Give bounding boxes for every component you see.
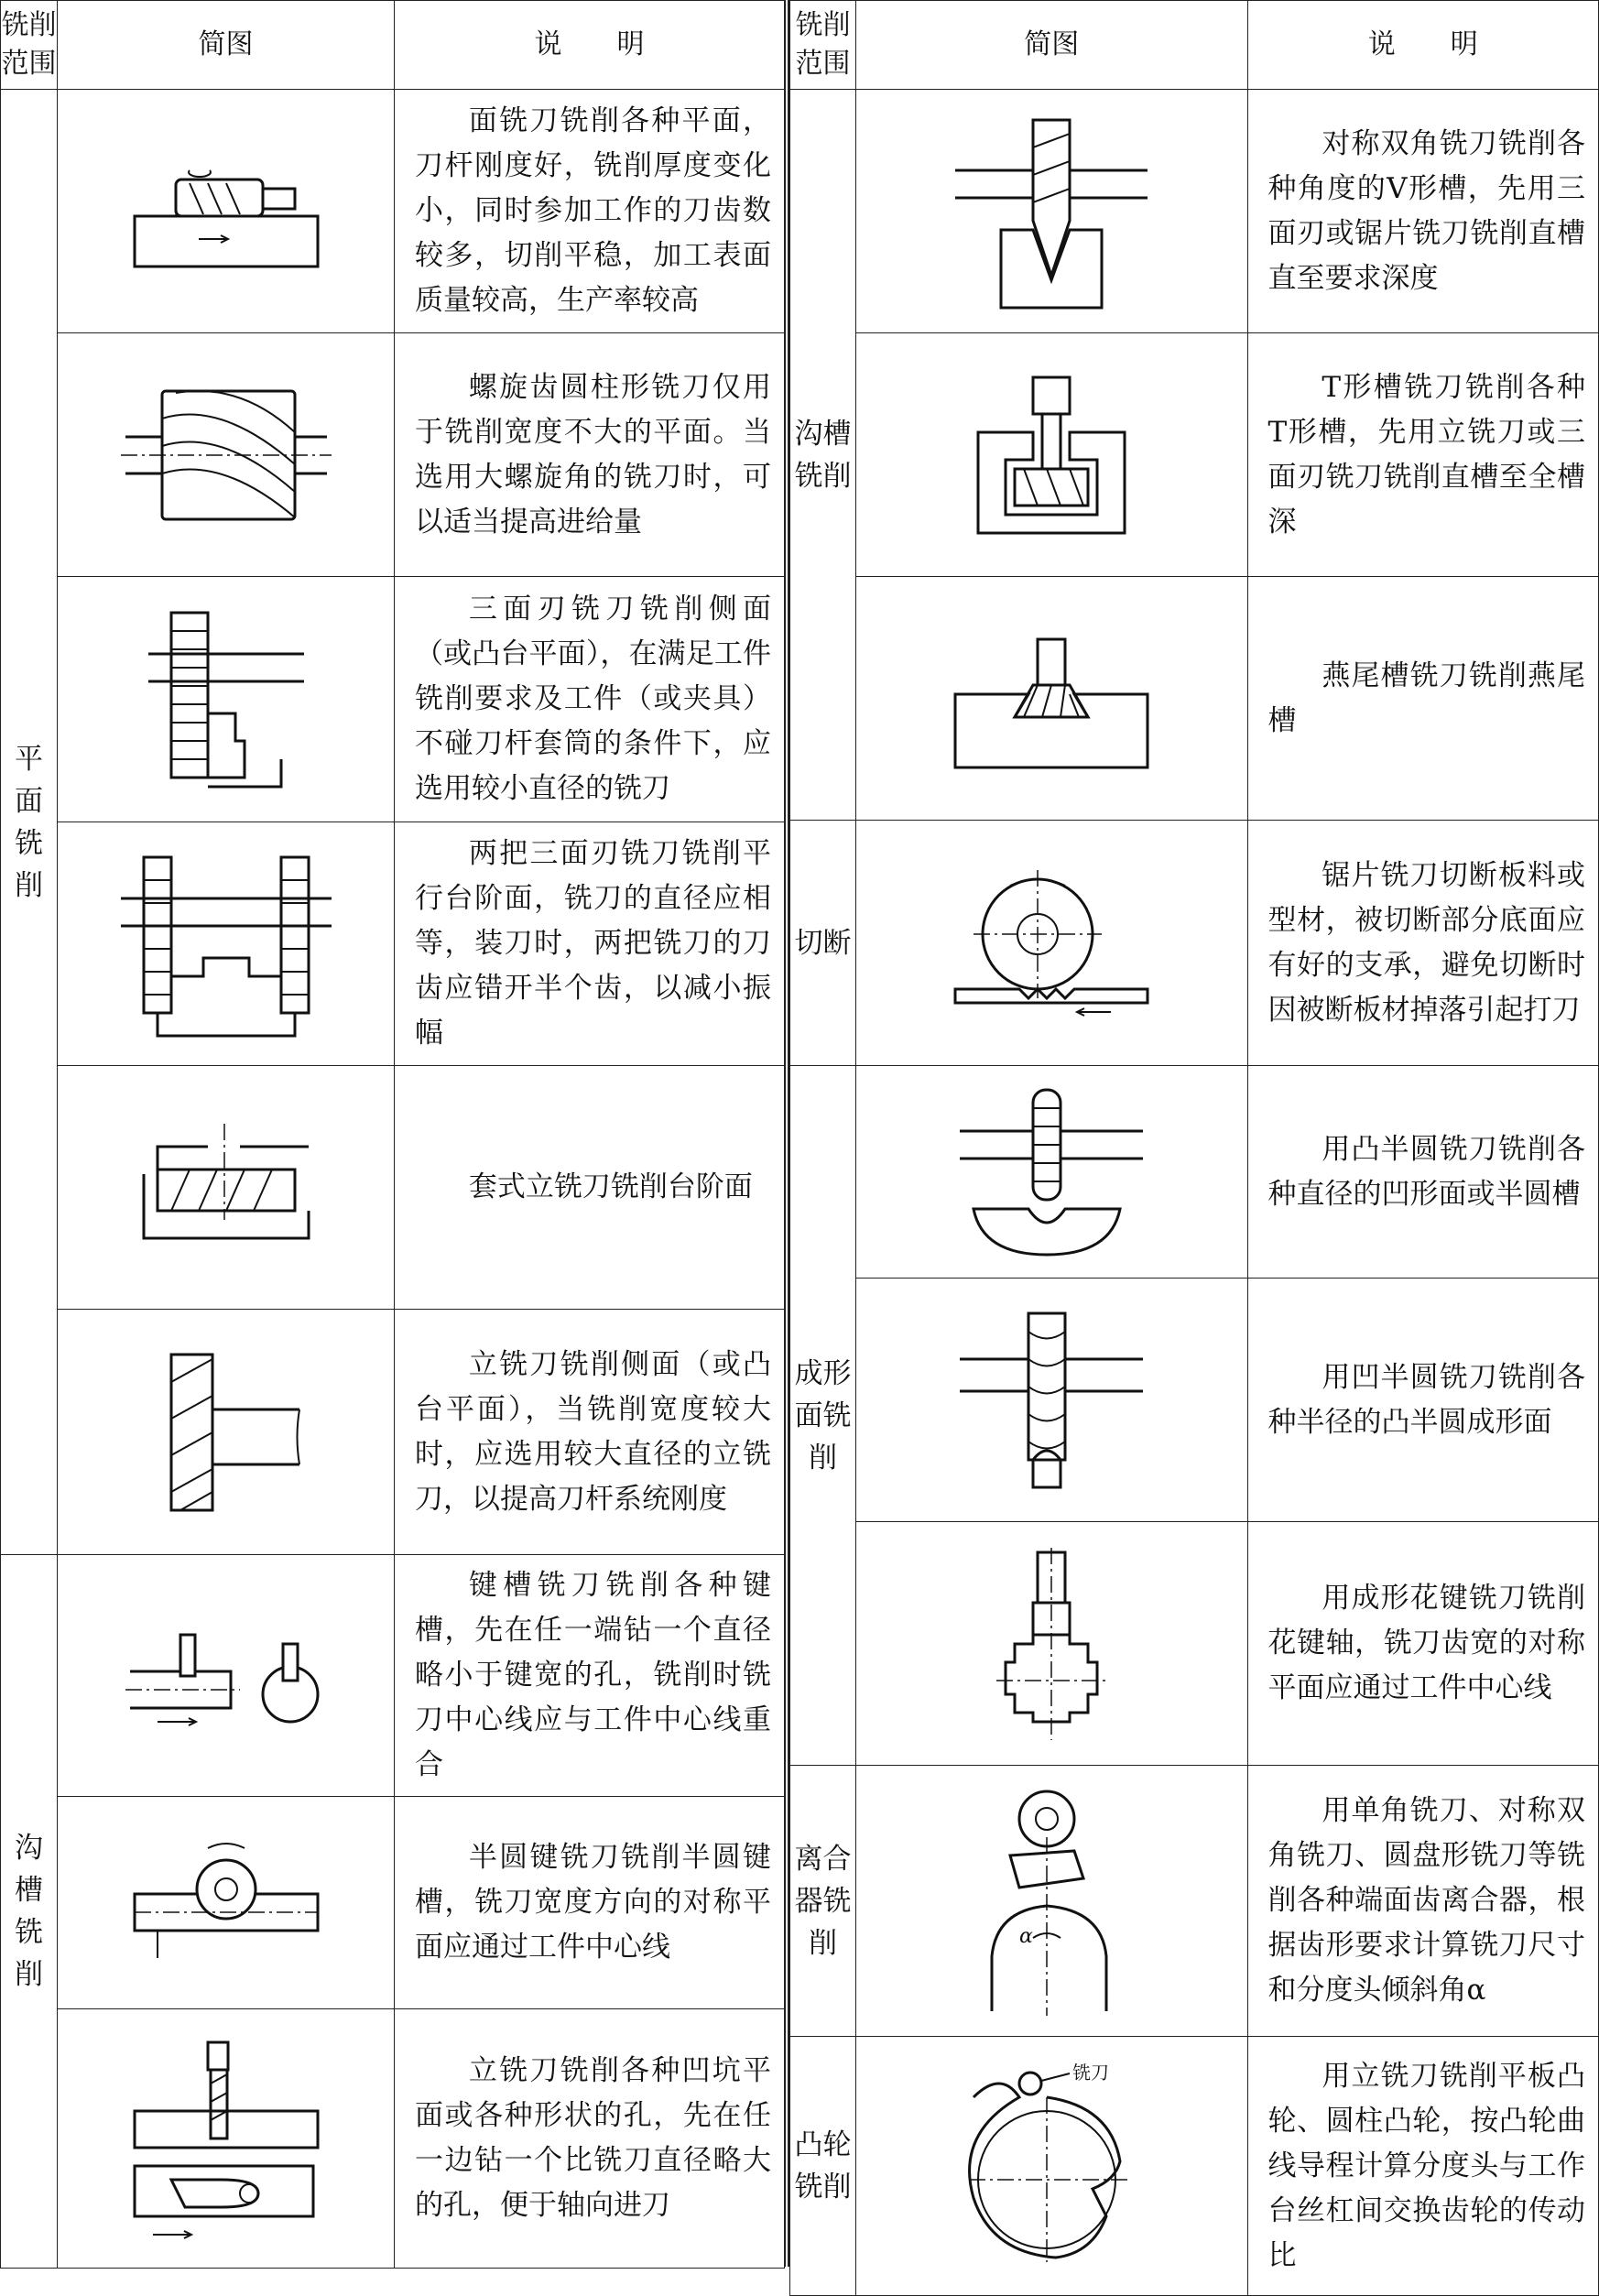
spline-cutter-icon: [960, 1543, 1143, 1745]
description: 锯片铣刀切断板料或型材，被切断部分底面应有好的支承，避免切断时因被断板材掉落引起打刀: [1247, 821, 1599, 1066]
figure-cell: [855, 1279, 1247, 1522]
table-row: [1, 577, 785, 822]
header-figure: 简图: [58, 1, 395, 90]
helical-cylindrical-cutter-icon: [121, 382, 332, 528]
table-row: [1, 1310, 785, 1555]
header-desc: 说 明: [395, 1, 785, 90]
description: 半圆键铣刀铣削半圆键槽，铣刀宽度方向的对称平面应通过工件中心线: [395, 1797, 785, 2009]
description: 两把三面刃铣刀铣削平行台阶面，铣刀的直径应相等，装刀时，两把铣刀的刀齿应错开半个齿，以减小振幅: [395, 822, 785, 1066]
t-slot-cutter-icon: [960, 368, 1143, 542]
table-row: [790, 1522, 1599, 1766]
table-row: [790, 90, 1599, 333]
pocket-milling-icon: [121, 2033, 332, 2244]
dovetail-cutter-icon: [946, 621, 1157, 777]
end-mill-side-icon: [135, 1345, 318, 1519]
table-row: [1, 1555, 785, 1797]
range-label: 沟槽铣削: [1, 1555, 58, 2269]
figure-cell: [855, 2037, 1247, 2296]
range-label: 成形面铣削: [790, 1066, 856, 1766]
double-angle-cutter-icon: [946, 111, 1157, 312]
description: 用单角铣刀、对称双角铣刀、圆盘形铣刀等铣削各种端面齿离合器，根据齿形要求计算铣刀尺寸和分度头倾斜角α: [1247, 1766, 1599, 2037]
table-row: [1, 822, 785, 1066]
table-row: [1, 2009, 785, 2269]
table-row: [790, 333, 1599, 577]
description: 三面刃铣刀铣削侧面（或凸台平面），在满足工件铣削要求及工件（或夹具）不碰刀杆套筒的条件下，应选用较小直径的铣刀: [395, 577, 785, 822]
range-label: 凸轮铣削: [790, 2037, 856, 2296]
figure-cell: [58, 577, 395, 822]
woodruff-cutter-icon: [121, 1830, 332, 1976]
description: 对称双角铣刀铣削各种角度的V形槽，先用三面刃或锯片铣刀铣削直槽直至要求深度: [1247, 90, 1599, 333]
description: 面铣刀铣削各种平面，刀杆刚度好，铣削厚度变化小，同时参加工作的刀齿数较多，切削平稳，加工表面质量较高，生产率较高: [395, 90, 785, 333]
header-row: [790, 1, 1599, 90]
table-row: [1, 1066, 785, 1310]
clutch-milling-icon: [946, 1782, 1157, 2020]
figure-cell: [855, 90, 1247, 333]
description: 用立铣刀铣削平板凸轮、圆柱凸轮，按凸轮曲线导程计算分度头与工作台丝杠间交换齿轮的传动比: [1247, 2037, 1599, 2296]
range-label: 离合器铣削: [790, 1766, 856, 2037]
figure-cell: [58, 333, 395, 577]
straddle-mill-icon: [116, 848, 336, 1040]
header-range: 铣削范围: [1, 1, 58, 90]
figure-cell: [855, 1522, 1247, 1766]
table-row: [1, 90, 785, 333]
figure-cell: [58, 1555, 395, 1797]
range-label: 切断: [790, 821, 856, 1066]
figure-cell: [58, 90, 395, 333]
header-row: [1, 1, 785, 90]
figure-cell: [855, 333, 1247, 577]
side-mill-icon: [144, 604, 309, 796]
figure-cell: [855, 1766, 1247, 2037]
table-row: [790, 1279, 1599, 1522]
table-row: [790, 2037, 1599, 2296]
description: 立铣刀铣削侧面（或凸台平面），当铣削宽度较大时，应选用较大直径的立铣刀，以提高刀杆系统刚度: [395, 1310, 785, 1555]
table-row: [1, 1797, 785, 2009]
figure-cell: [855, 1066, 1247, 1279]
description: 键槽铣刀铣削各种键槽，先在任一端钻一个直径略小于键宽的孔，铣削时铣刀中心线应与工件中心线重合: [395, 1555, 785, 1797]
alpha-label: α: [1019, 1924, 1034, 1948]
face-milling-icon: [125, 143, 327, 280]
figure-cell: [58, 1797, 395, 2009]
table-row: [790, 1066, 1599, 1279]
table-row: [1, 333, 785, 577]
description: 燕尾槽铣刀铣削燕尾槽: [1247, 577, 1599, 821]
concave-cutter-icon: [946, 1304, 1157, 1496]
table-row: [790, 821, 1599, 1066]
table-row: [790, 1766, 1599, 2037]
figure-cell: [855, 821, 1247, 1066]
header-range: 铣削范围: [790, 1, 856, 90]
slitting-saw-icon: [946, 865, 1157, 1021]
description: 立铣刀铣削各种凹坑平面或各种形状的孔，先在任一边钻一个比铣刀直径略大的孔，便于轴向进刀: [395, 2009, 785, 2269]
header-figure: 简图: [855, 1, 1247, 90]
figure-cell: [58, 822, 395, 1066]
description: 套式立铣刀铣削台阶面: [395, 1066, 785, 1310]
figure-cell: [58, 1066, 395, 1310]
header-desc: 说 明: [1247, 1, 1599, 90]
description: 用凸半圆铣刀铣削各种直径的凹形面或半圆槽: [1247, 1066, 1599, 1279]
figure-cell: [855, 577, 1247, 821]
description: 螺旋齿圆柱形铣刀仅用于铣削宽度不大的平面。当选用大螺旋角的铣刀时，可以适当提高进给量: [395, 333, 785, 577]
figure-cell: [58, 1310, 395, 1555]
description: 用凹半圆铣刀铣削各种半径的凸半圆成形面: [1247, 1279, 1599, 1522]
convex-cutter-icon: [946, 1081, 1157, 1264]
description: T形槽铣刀铣削各种T形槽，先用立铣刀或三面刃铣刀铣削直槽至全槽深: [1247, 333, 1599, 577]
description: 用成形花键铣刀铣削花键轴，铣刀齿宽的对称平面应通过工件中心线: [1247, 1522, 1599, 1766]
table-row: [790, 577, 1599, 821]
range-label: 沟槽铣削: [790, 90, 856, 821]
left-table: [0, 0, 785, 2269]
right-table: [789, 0, 1599, 2296]
cutter-label: 铣刀: [1072, 2062, 1110, 2084]
keyseat-cutter-icon: [121, 1607, 332, 1745]
shell-end-mill-icon: [125, 1119, 327, 1257]
figure-cell: [58, 2009, 395, 2269]
cam-milling-icon: [946, 2061, 1157, 2271]
range-label: 平面铣削: [1, 90, 58, 1555]
